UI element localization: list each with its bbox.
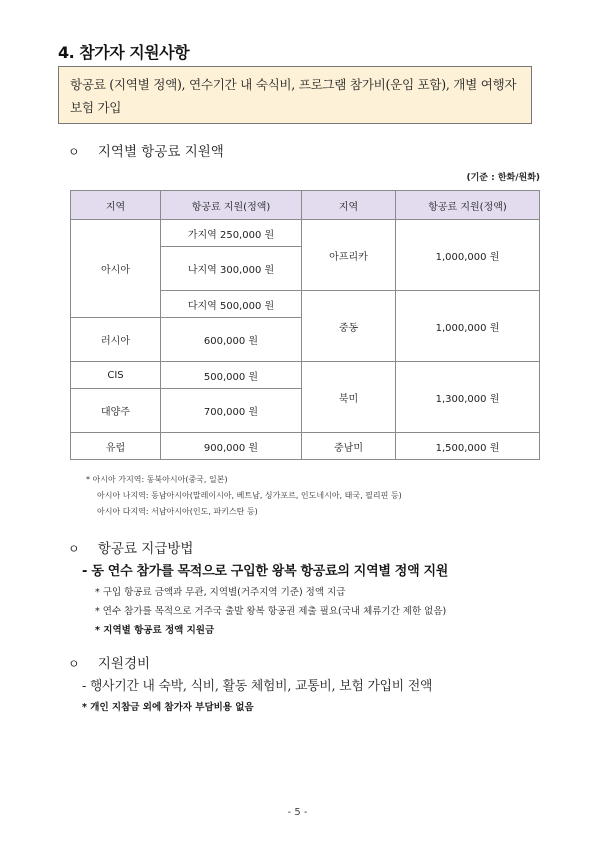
support-expenses-main: - 행사기간 내 숙박, 식비, 활동 체험비, 교통비, 보험 가입비 전액	[82, 679, 433, 694]
table-header-row	[71, 191, 540, 220]
airfare-table	[70, 190, 540, 460]
region-latin-america: 중남미	[302, 433, 396, 460]
footnote: 아시아 나지역: 동남아시아(말레이시아, 베트남, 싱가포르, 인도네시아, 태국, 필리핀 등)	[97, 491, 402, 500]
summary-text: 항공료 (지역별 정액), 연수기간 내 숙식비, 프로그램 참가비(운임 포함), 개별 여행자보험 가입	[70, 77, 517, 115]
table-header: 지역	[71, 191, 161, 220]
currency-standard: (기준 : 한화/원화)	[466, 173, 540, 183]
amount-north-america: 1,300,000 원	[396, 362, 540, 433]
region-north-america: 북미	[302, 362, 396, 433]
region-cis: CIS	[71, 362, 161, 389]
amount-cis: 500,000 원	[161, 362, 302, 389]
amount-oceania: 700,000 원	[161, 389, 302, 433]
amount-latin-america: 1,500,000 원	[396, 433, 540, 460]
amount-asia-na: 나지역 300,000 원	[161, 247, 302, 291]
bullet-icon: ㅇ	[68, 145, 80, 159]
payment-method-main: - 동 연수 참가를 목적으로 구입한 왕복 항공료의 지역별 정액 지원	[82, 564, 449, 579]
bullet-icon: ㅇ	[68, 657, 80, 671]
payment-note: * 연수 참가를 목적으로 거주국 출발 왕복 항공권 제출 필요(국내 체류기간 제한 없음)	[95, 606, 447, 617]
region-oceania: 대양주	[71, 389, 161, 433]
amount-russia: 600,000 원	[161, 318, 302, 362]
section3-heading: 지원경비	[97, 656, 151, 672]
table-header: 지역	[302, 191, 396, 220]
table-row	[71, 362, 540, 389]
region-mideast: 중동	[302, 291, 396, 362]
region-asia: 아시아	[71, 220, 161, 318]
amount-europe: 900,000 원	[161, 433, 302, 460]
section2-heading-row	[68, 537, 193, 557]
footnote: 아시아 다지역: 서남아시아(인도, 파키스탄 등)	[97, 507, 258, 516]
region-russia: 러시아	[71, 318, 161, 362]
amount-mideast: 1,000,000 원	[396, 291, 540, 362]
amount-africa: 1,000,000 원	[396, 220, 540, 291]
table-row	[71, 433, 540, 460]
section3-heading-row	[68, 652, 150, 672]
amount-asia-da: 다지역 500,000 원	[161, 291, 302, 318]
region-africa: 아프리카	[302, 220, 396, 291]
table-row	[71, 220, 540, 247]
page-title: 4. 참가자 지원사항	[58, 43, 190, 62]
support-expenses-note: * 개인 지참금 외에 참가자 부담비용 없음	[82, 702, 254, 713]
table-header: 항공료 지원(정액)	[396, 191, 540, 220]
bullet-icon: ㅇ	[68, 542, 80, 556]
page-number: - 5 -	[287, 807, 308, 818]
amount-asia-ga: 가지역 250,000 원	[161, 220, 302, 247]
payment-note: * 구입 항공료 금액과 무관, 지역별(거주지역 기준) 정액 지급	[95, 587, 346, 598]
footnote: * 아시아 가지역: 동북아시아(중국, 일본)	[86, 475, 228, 484]
table-header: 항공료 지원(정액)	[161, 191, 302, 220]
section1-heading: 지역별 항공료 지원액	[97, 144, 224, 160]
payment-note-bold: * 지역별 항공료 정액 지원금	[95, 625, 215, 636]
section2-heading: 항공료 지급방법	[97, 541, 194, 557]
section1-heading-row	[68, 140, 224, 160]
region-europe: 유럽	[71, 433, 161, 460]
